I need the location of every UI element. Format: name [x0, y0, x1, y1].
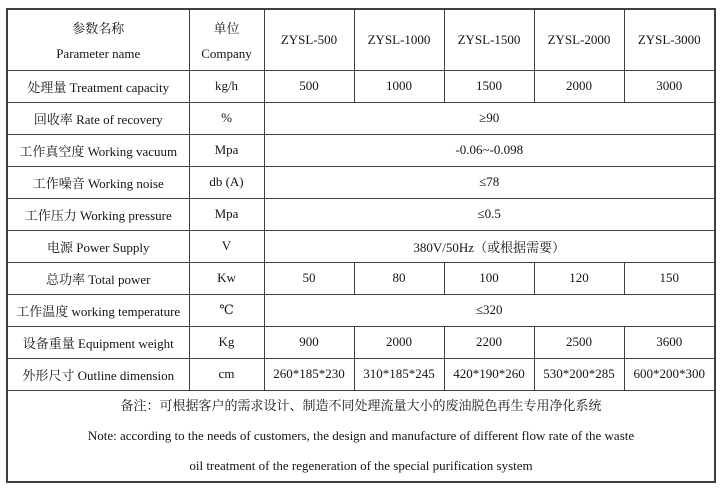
notes-row	[7, 390, 715, 482]
notes-cell	[7, 390, 715, 482]
value-cell: 2000	[534, 70, 624, 102]
header-model-zysl-3000: ZYSL-3000	[624, 9, 715, 70]
header-model-zysl-1500: ZYSL-1500	[444, 9, 534, 70]
param-label: 工作温度 working temperature	[7, 294, 189, 326]
value-cell: 2500	[534, 326, 624, 358]
span-value-cell: -0.06~-0.098	[264, 134, 715, 166]
unit-cell: cm	[189, 358, 264, 390]
row-equipment-weight	[7, 326, 715, 358]
value-cell: 3000	[624, 70, 715, 102]
param-label: 处理量 Treatment capacity	[7, 70, 189, 102]
span-value-cell: ≤78	[264, 166, 715, 198]
unit-cell: Kg	[189, 326, 264, 358]
unit-cell: db (A)	[189, 166, 264, 198]
header-row	[7, 9, 715, 70]
param-label: 电源 Power Supply	[7, 230, 189, 262]
span-value-cell: 380V/50Hz（或根据需要）	[264, 230, 715, 262]
value-cell: 2200	[444, 326, 534, 358]
row-power-supply	[7, 230, 715, 262]
unit-cell: kg/h	[189, 70, 264, 102]
value-cell: 530*200*285	[534, 358, 624, 390]
value-cell: 420*190*260	[444, 358, 534, 390]
value-cell: 80	[354, 262, 444, 294]
spec-table	[6, 8, 716, 483]
value-cell: 900	[264, 326, 354, 358]
value-cell: 100	[444, 262, 534, 294]
row-outline-dimension	[7, 358, 715, 390]
value-cell: 2000	[354, 326, 444, 358]
value-cell: 1500	[444, 70, 534, 102]
row-total-power	[7, 262, 715, 294]
value-cell: 600*200*300	[624, 358, 715, 390]
header-model-zysl-500: ZYSL-500	[264, 9, 354, 70]
header-unit	[189, 9, 264, 70]
header-unit-en: Company	[201, 45, 252, 61]
header-parameter-name-en: Parameter name	[56, 45, 141, 61]
value-cell: 310*185*245	[354, 358, 444, 390]
value-cell: 1000	[354, 70, 444, 102]
param-label: 外形尺寸 Outline dimension	[7, 358, 189, 390]
header-unit-cn: 单位	[213, 20, 240, 36]
value-cell: 260*185*230	[264, 358, 354, 390]
header-parameter-name-cn: 参数名称	[72, 20, 125, 36]
value-cell: 50	[264, 262, 354, 294]
value-cell: 500	[264, 70, 354, 102]
header-parameter-name	[7, 9, 189, 70]
note-cn: 备注：可根据客户的需求设计、制造不同处理流量大小的废油脱色再生专用净化系统	[120, 397, 602, 413]
param-label: 工作噪音 Working noise	[7, 166, 189, 198]
header-model-zysl-1000: ZYSL-1000	[354, 9, 444, 70]
value-cell: 120	[534, 262, 624, 294]
param-label: 设备重量 Equipment weight	[7, 326, 189, 358]
unit-cell: V	[189, 230, 264, 262]
unit-cell: Kw	[189, 262, 264, 294]
param-label: 工作压力 Working pressure	[7, 198, 189, 230]
row-working-noise	[7, 166, 715, 198]
row-treatment-capacity	[7, 70, 715, 102]
span-value-cell: ≤0.5	[264, 198, 715, 230]
value-cell: 3600	[624, 326, 715, 358]
param-label: 回收率 Rate of recovery	[7, 102, 189, 134]
header-model-zysl-2000: ZYSL-2000	[534, 9, 624, 70]
spec-sheet	[6, 8, 716, 483]
row-working-pressure	[7, 198, 715, 230]
row-working-temperature	[7, 294, 715, 326]
note-en-line2: oil treatment of the regeneration of the special purification system	[189, 457, 533, 473]
unit-cell: ℃	[189, 294, 264, 326]
unit-cell: %	[189, 102, 264, 134]
value-cell: 150	[624, 262, 715, 294]
row-rate-of-recovery	[7, 102, 715, 134]
unit-cell: Mpa	[189, 198, 264, 230]
span-value-cell: ≥90	[264, 102, 715, 134]
row-working-vacuum	[7, 134, 715, 166]
span-value-cell: ≤320	[264, 294, 715, 326]
param-label: 总功率 Total power	[7, 262, 189, 294]
note-en-line1: Note: according to the needs of customers, the design and manufacture of different flow rate of the waste	[87, 427, 635, 443]
unit-cell: Mpa	[189, 134, 264, 166]
param-label: 工作真空度 Working vacuum	[7, 134, 189, 166]
